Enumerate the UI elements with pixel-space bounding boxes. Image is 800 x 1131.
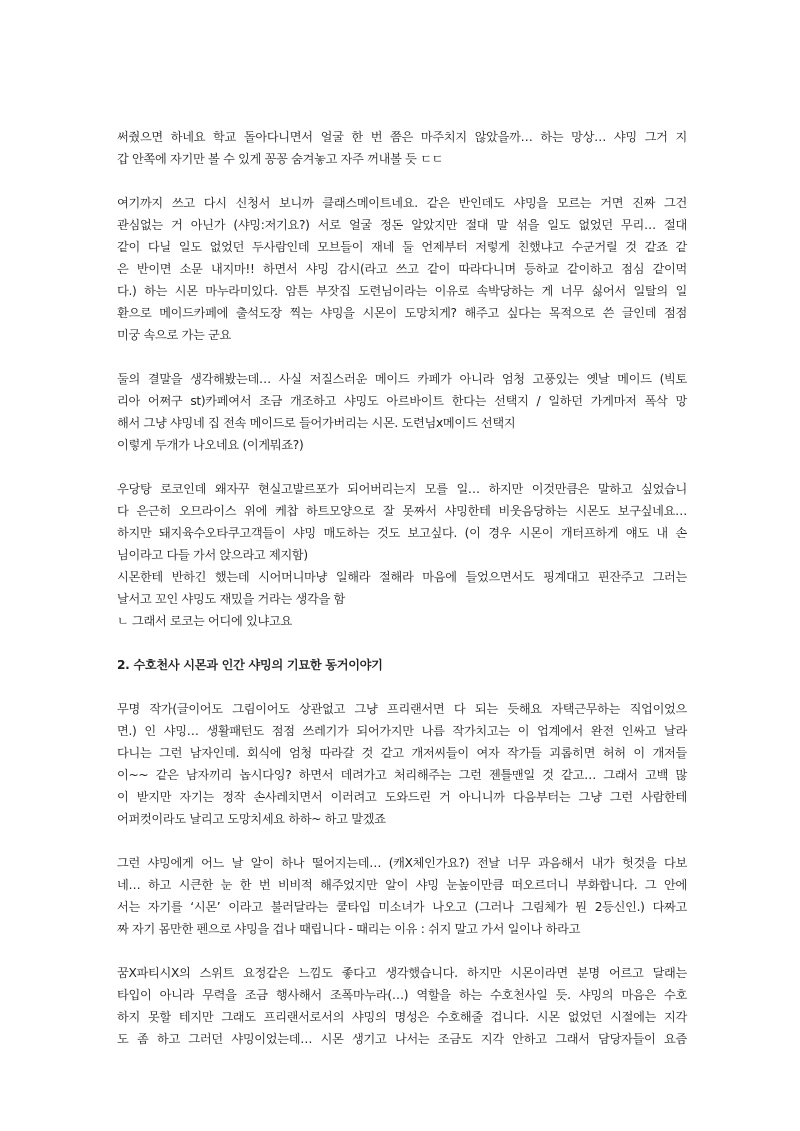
text-line: 관심없는 거 아닌가 (샤밍:저기요?) 서로 얼굴 정돈 알았지만 절대 말 섞을 일도 없었던 무리… 절대 — [117, 218, 687, 232]
section-heading — [117, 654, 687, 676]
paragraph — [117, 962, 687, 1050]
text-line: 하지만 돼지육수오타쿠고객들이 샤밍 매도하는 것도 보고싶다. (이 경우 시몬이 개터프하게 얘도 내 손 — [117, 526, 687, 540]
text-line: 그런 샤밍에게 어느 날 알이 하나 떨어지는데… (캐X체인가요?) 전날 너무 과음해서 내가 헛것을 다보 — [117, 856, 687, 870]
text-line: 면.) 인 샤밍… 생활패턴도 점점 쓰레기가 되어가지만 나름 작가치고는 이 업계에서 완전 인싸고 날라 — [117, 724, 687, 738]
text-line: 미궁 속으로 가는 군요 — [117, 328, 231, 342]
text-line: 은 반이면 소문 내지마!! 하면서 샤밍 감시(라고 쓰고 같이 따라다니며 등하교 같이하고 점심 같이먹 — [117, 262, 687, 276]
text-line: 짜 자기 몸만한 펜으로 샤밍을 겁나 때립니다 - 때리는 이유 : 쉬지 말고 가서 일이나 하라고 — [117, 922, 581, 936]
text-line: 둘의 결말을 생각해봤는데… 사실 저질스러운 메이드 카페가 아니라 엄청 고풍있는 옛날 메이드 (빅토 — [117, 372, 687, 386]
text-line: ㄴ 그래서 로코는 어디에 있냐고요 — [117, 614, 292, 628]
text-line: 갑 안쪽에 자기만 볼 수 있게 꽁꽁 숨겨놓고 자주 꺼내볼 듯 ㄷㄷ — [117, 152, 444, 166]
paragraph — [117, 126, 687, 170]
text-line: 날서고 꼬인 샤밍도 재밌을 거라는 생각을 함 — [117, 592, 345, 606]
text-line: 우당탕 로코인데 왜자꾸 현실고발르포가 되어버리는지 모를 일… 하지만 이것만큼은 말하고 싶었습니 — [117, 482, 687, 496]
text-line: 꿈X파티시X의 스위트 요정같은 느낌도 좋다고 생각했습니다. 하지만 시몬이라면 분명 어르고 달래는 — [117, 966, 687, 980]
text-line: 해서 그냥 샤밍네 집 전속 메이드로 들어가버리는 시몬. 도련님x메이드 선택지 — [117, 416, 516, 430]
paragraph — [117, 698, 687, 830]
paragraph — [117, 478, 687, 632]
text-line: 님이라고 다들 가서 앉으라고 제지함) — [117, 548, 308, 562]
text-line: 이 받지만 자기는 정작 손사레치면서 이러려고 도와드린 거 아니니까 다음부터는 그냥 그런 사람한테 — [117, 790, 687, 804]
text-line: 이렇게 두개가 나오네요 (이게뭐죠?) — [117, 438, 304, 452]
paragraph — [117, 368, 687, 456]
text-line: 환으로 메이드카페에 출석도장 찍는 샤밍을 시몬이 도망치게? 해주고 싶다는 목적으로 쓴 글인데 점점 — [117, 306, 687, 320]
text-line: 여기까지 쓰고 다시 신청서 보니까 클래스메이트네요. 같은 반인데도 샤밍을 모르는 거면 진짜 그건 — [117, 196, 687, 210]
text-line: 다.) 하는 시몬 마누라미있다. 암튼 부잣집 도련님이라는 이유로 속박당하는 게 너무 싫어서 일탈의 일 — [117, 284, 687, 298]
text-line: 네… 하고 시큰한 눈 한 번 비비적 해주었지만 알이 샤밍 눈높이만큼 떠오르더니 부화합니다. 그 안에 — [117, 878, 687, 892]
text-line: 리아 어쩌구 st)카페여서 조금 개조하고 샤밍도 아르바이트 한다는 선택지 / 일하던 가게마저 폭삭 망 — [117, 394, 687, 408]
text-line: 서는 자기를 ‘시몬’ 이라고 불러달라는 쿨타입 미소녀가 나오고 (그러나 그림체가 뭔 2등신인.) 다짜고 — [117, 900, 687, 914]
text-line: 써줬으면 하네요 학교 돌아다니면서 얼굴 한 번 쯤은 마주치지 않았을까… 하는 망상… 샤밍 그거 지 — [117, 130, 687, 144]
text-line: 하지 못할 테지만 그래도 프리랜서로서의 샤밍의 명성은 수호해줄 겁니다. 시몬 없었던 시절에는 지각 — [117, 1010, 687, 1024]
paragraph — [117, 192, 687, 346]
text-line: 같이 다닐 일도 없었던 두사람인데 모브들이 재네 둘 언제부터 저렇게 친했냐고 수군거릴 것 같죠 같 — [117, 240, 687, 254]
text-line: 무명 작가(글이어도 그림이어도 상관없고 그냥 프리랜서면 다 되는 듯해요 자택근무하는 직업이었으 — [117, 702, 687, 716]
document-page — [117, 126, 687, 1072]
paragraph — [117, 852, 687, 940]
text-line: 어퍼컷이라도 날리고 도망치세요 하하~ 하고 말겠죠 — [117, 812, 386, 826]
text-line: 다 은근히 오므라이스 위에 케찹 하트모양으로 잘 못짜서 샤밍한테 비웃음당하는 시몬도 보구싶네요… — [117, 504, 687, 518]
text-line: 타입이 아니라 무력을 조금 행사해서 조폭마누라(…) 역할을 하는 수호천사일 듯. 샤밍의 마음은 수호 — [117, 988, 687, 1002]
text-line: 다니는 그런 남자인데. 회식에 엄청 따라갈 것 같고 개저씨들이 여자 작가들 괴롭히면 허허 이 개저들 — [117, 746, 687, 760]
text-line: 도 좀 하고 그러던 샤밍이었는데… 시몬 생기고 나서는 조금도 지각 안하고 그래서 담당자들이 요즘 — [117, 1032, 687, 1046]
text-line: 2. 수호천사 시몬과 인간 샤밍의 기묘한 동거이야기 — [117, 658, 383, 672]
text-line: 시몬한테 반하긴 했는데 시어머니마냥 일해라 절해라 마음에 들었으면서도 핑계대고 핀잔주고 그러는 — [117, 570, 687, 584]
text-line: 이~~ 같은 남자끼리 놉시다잉? 하면서 데려가고 처리해주는 그런 젠틀맨일 것 같고… 그래서 고백 많 — [117, 768, 687, 782]
